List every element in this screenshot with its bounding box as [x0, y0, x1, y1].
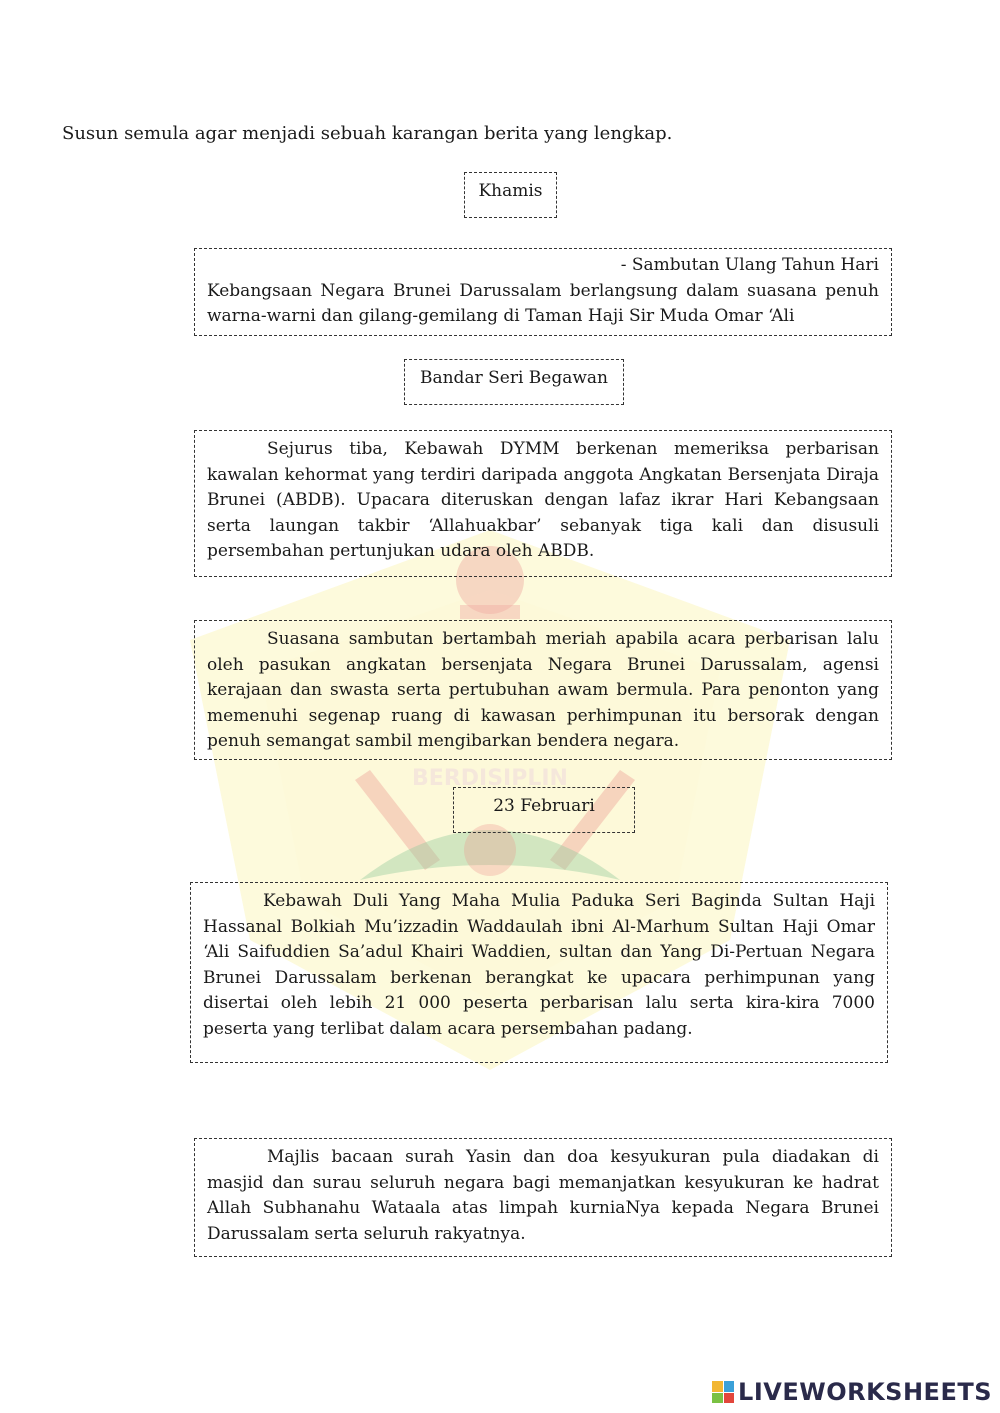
- box-sambutan[interactable]: [194, 248, 892, 336]
- box-tarikh[interactable]: [453, 787, 635, 833]
- box-suasana[interactable]: [194, 620, 892, 760]
- instruction-text: Susun semula agar menjadi sebuah karangan berita yang lengkap.: [62, 123, 673, 144]
- box-sambutan-line1: - Sambutan Ulang Tahun Hari: [620, 255, 879, 275]
- box-sambutan-text: Kebangsaan Negara Brunei Darussalam berlangsung dalam suasana penuh warna-warni dan gilang-gemilang di Taman Haji Sir Muda Omar ‘Ali: [207, 280, 879, 326]
- box-suasana-text: Suasana sambutan bertambah meriah apabila acara perbarisan lalu oleh pasukan angkatan bersenjata Negara Brunei Darussalam, agensi kerajaan dan swasta serta pertubuhan awam bermula. Para penonton yang memenuhi segenap ruang di kawasan perhimpunan itu bersorak dengan penuh semangat sambil mengibarkan bendera negara.: [207, 629, 879, 751]
- box-kebawah-text: Kebawah Duli Yang Maha Mulia Paduka Seri Baginda Sultan Haji Hassanal Bolkiah Mu’izzadin Waddaulah ibni Al-Marhum Sultan Haji Omar ‘Ali Saifuddien Sa’adul Khairi Waddien, sultan dan Yang Di-Pertuan Negara Brunei Darussalam berkenan berangkat ke upacara perhimpunan yang disertai oleh lebih 21 000 peserta perbarisan lalu serta kira-kira 7000 peserta yang terlibat dalam acara persembahan padang.: [203, 891, 875, 1039]
- box-bandar-text: Bandar Seri Begawan: [419, 368, 608, 388]
- emblem-banner-text: BERDISIPLIN: [412, 766, 568, 791]
- box-majlis-text: Majlis bacaan surah Yasin dan doa kesyukuran pula diadakan di masjid dan surau seluruh negara bagi memanjatkan kesyukuran ke hadrat Allah Subhanahu Wataala atas limpah kurniaNya kepada Negara Brunei Darussalam serta seluruh rakyatnya.: [207, 1147, 879, 1244]
- liveworksheets-brand: LIVEWORKSHEETS: [738, 1378, 992, 1406]
- box-khamis-text: Khamis: [478, 181, 543, 201]
- emblem-crest-base: [460, 605, 520, 619]
- liveworksheets-icon: [712, 1381, 734, 1403]
- box-sejurus-text: Sejurus tiba, Kebawah DYMM berkenan memeriksa perbarisan kawalan kehormat yang terdiri daripada anggota Angkatan Bersenjata Diraja Brunei (ABDB). Upacara diteruskan dengan lafaz ikrar Hari Kebangsaan serta laungan takbir ‘Allahuakbar’ sebanyak tiga kali dan disusuli persembahan pertunjukan udara oleh ABDB.: [207, 439, 879, 561]
- box-kebawah[interactable]: [190, 882, 888, 1063]
- box-tarikh-text: 23 Februari: [493, 796, 595, 816]
- box-khamis[interactable]: [464, 172, 557, 218]
- box-sejurus[interactable]: [194, 430, 892, 577]
- box-majlis[interactable]: [194, 1138, 892, 1257]
- liveworksheets-logo[interactable]: [712, 1377, 992, 1407]
- box-bandar[interactable]: [404, 359, 624, 405]
